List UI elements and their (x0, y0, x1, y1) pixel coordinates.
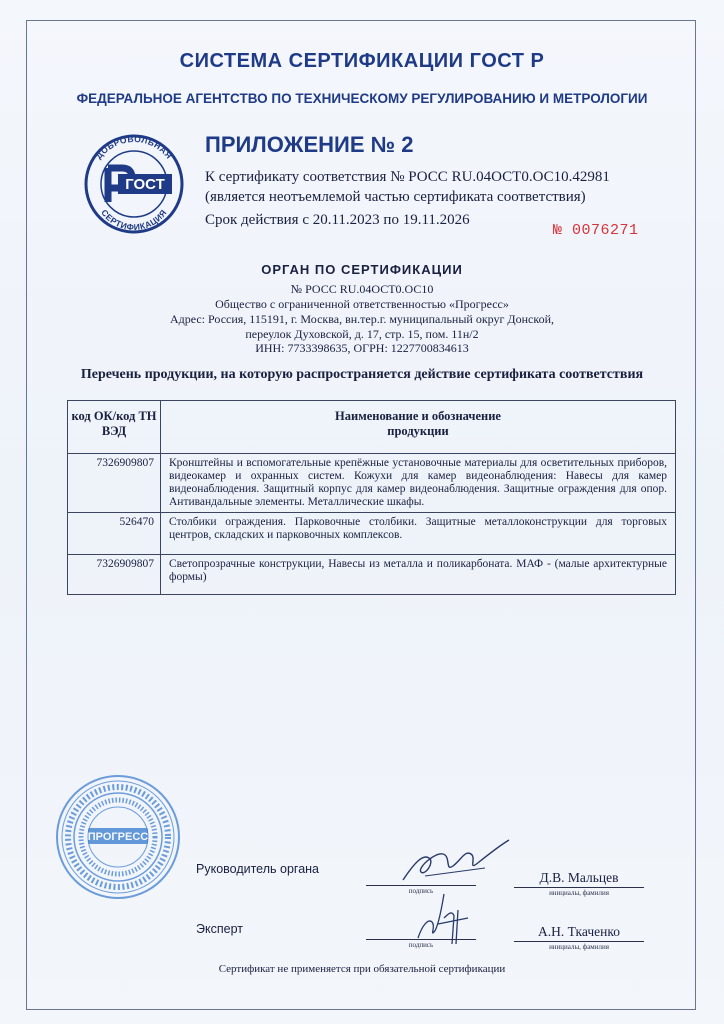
authority-registry: № РОСС RU.04ОСТ0.ОС10 (290, 282, 434, 296)
row-description: Кронштейны и вспомогательные крепёжные установочные материалы для осветительных приборов, видеокамер и охранных систем. Кожухи для камер видеонаблюдения: Навесы для камер видеонаблюдения. Защитный корпус для камер видеонаблюдения. Защитные ограждения для опор. Антивандальные элементы. Металлические шкафы. (161, 454, 676, 513)
column-header-code: код ОК/код ТН ВЭД (68, 401, 161, 454)
organization-seal-icon (54, 773, 182, 901)
system-title: СИСТЕМА СЕРТИФИКАЦИИ ГОСТ Р (179, 50, 545, 72)
expert-signature-line (366, 939, 476, 940)
authority-address-1: Адрес: Россия, 115191, г. Москва, вн.тер.г. муниципальный округ Донской, (169, 312, 554, 326)
head-name-caption: инициалы, фамилия (549, 889, 609, 897)
head-name: Д.В. Мальцев (539, 870, 619, 885)
row-code: 526470 (68, 513, 161, 555)
footer-note: Сертификат не применяется при обязательной сертификации (218, 963, 506, 975)
row-code: 7326909807 (68, 555, 161, 595)
authority-address-2: переулок Духовской, д. 17, стр. 15, пом. 11н/2 (245, 327, 479, 341)
logo-center-text: ГОСТ (125, 176, 165, 193)
head-name-line (514, 887, 644, 888)
table-header-row (68, 401, 676, 454)
appendix-title: ПРИЛОЖЕНИЕ № 2 (205, 132, 414, 157)
head-label: Руководитель органа (196, 862, 319, 876)
authority-ids: ИНН: 7733398635, ОГРН: 1227700834613 (255, 341, 469, 355)
head-signature-icon (395, 832, 515, 892)
validity-period: Срок действия с 20.11.2023 по 19.11.2026 (205, 212, 470, 228)
certificate-reference: К сертификату соответствия № РОСС RU.04ОСТ0.ОС10.42981 (205, 169, 610, 185)
row-code: 7326909807 (68, 454, 161, 513)
authority-name: Общество с ограниченной ответственностью «Прогресс» (215, 297, 509, 311)
integral-part-note: (является неотъемлемой частью сертификата соответствия) (205, 189, 586, 205)
table-row (68, 555, 676, 595)
product-table (67, 400, 676, 595)
row-description: Светопрозрачные конструкции, Навесы из металла и поликарбоната. МАФ - (малые архитектурные формы) (161, 555, 676, 595)
logo-top-text: ДОБРОВОЛЬНАЯ (93, 133, 175, 161)
expert-name-line (514, 941, 644, 942)
column-header-name: Наименование и обозначение продукции (161, 401, 676, 454)
head-signature-caption: подпись (408, 887, 434, 895)
expert-signature-caption: подпись (408, 941, 434, 949)
rst-gost-logo-icon (78, 128, 190, 236)
product-list-heading: Перечень продукции, на которую распространяется действие сертификата соответствия (80, 367, 644, 382)
svg-text:СЕРТИФИКАЦИЯ (99, 208, 169, 233)
expert-label: Эксперт (196, 922, 243, 936)
expert-name-caption: инициалы, фамилия (549, 943, 609, 951)
authority-title: ОРГАН ПО СЕРТИФИКАЦИИ (261, 262, 463, 277)
head-signature-line (366, 885, 476, 886)
expert-name: А.Н. Ткаченко (538, 924, 620, 939)
svg-text:ДОБРОВОЛЬНАЯ (94, 134, 175, 161)
serial-number: № 0076271 (553, 222, 639, 239)
seal-center-text: ПРОГРЕСС (87, 831, 149, 843)
table-row (68, 513, 676, 555)
agency-title: ФЕДЕРАЛЬНОЕ АГЕНТСТВО ПО ТЕХНИЧЕСКОМУ РЕГУЛИРОВАНИЮ И МЕТРОЛОГИИ (76, 91, 648, 106)
row-description: Столбики ограждения. Парковочные столбики. Защитные металлоконструкции для торговых центров, складских и парковочных комплексов. (161, 513, 676, 555)
table-row (68, 454, 676, 513)
logo-bottom-text: СЕРТИФИКАЦИЯ (99, 207, 169, 233)
